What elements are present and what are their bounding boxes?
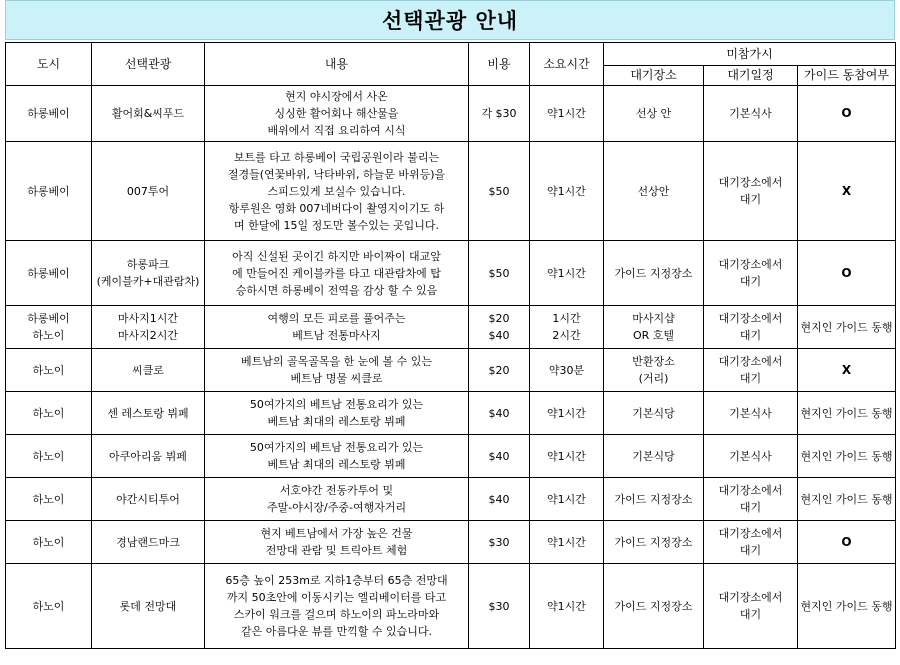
- tour-cell: 마사지1시간 마사지2시간: [92, 306, 205, 349]
- tour-cell: 경남랜드마크: [92, 521, 205, 564]
- wait-place-cell: 반환장소 (거리): [604, 349, 704, 392]
- cost-cell: $20 $40: [469, 306, 530, 349]
- city-cell: 하노이: [6, 392, 92, 435]
- duration-cell: 약1시간: [530, 86, 604, 142]
- duration-cell: 약1시간: [530, 435, 604, 478]
- duration-cell: 1시간 2시간: [530, 306, 604, 349]
- header-tour: 선택관광: [92, 43, 205, 86]
- table-row: [6, 392, 896, 435]
- content-cell: 50여가지의 베트남 전통요리가 있는 베트남 최대의 레스토랑 뷔페: [205, 392, 469, 435]
- header-wait-schedule: 대기일정: [704, 66, 798, 86]
- header-duration: 소요시간: [530, 43, 604, 86]
- content-cell: 아직 신설된 곳이긴 하지만 바이짜이 대교앞 에 만들어진 케이블카를 타고 대관람차에 탑 승하시면 하롱베이 전역을 감상 할 수 있음: [205, 241, 469, 306]
- wait-place-cell: 가이드 지정장소: [604, 521, 704, 564]
- wait-place-cell: 가이드 지정장소: [604, 478, 704, 521]
- wait-schedule-cell: 대기장소에서 대기: [704, 521, 798, 564]
- duration-cell: 약1시간: [530, 392, 604, 435]
- guide-cell: O: [798, 241, 896, 306]
- guide-cell: X: [798, 142, 896, 241]
- wait-schedule-cell: 대기장소에서 대기: [704, 241, 798, 306]
- wait-place-cell: 기본식당: [604, 392, 704, 435]
- tour-cell: 씨클로: [92, 349, 205, 392]
- content-cell: 50여가지의 베트남 전통요리가 있는 베트남 최대의 레스토랑 뷔페: [205, 435, 469, 478]
- content-cell: 현지 야시장에서 사온 싱싱한 활어회나 해산물을 배위에서 직접 요리하여 시식: [205, 86, 469, 142]
- tour-cell: 야간시티투어: [92, 478, 205, 521]
- header-wait-place: 대기장소: [604, 66, 704, 86]
- guide-cell: 현지인 가이드 동행: [798, 435, 896, 478]
- duration-cell: 약1시간: [530, 478, 604, 521]
- header-content: 내용: [205, 43, 469, 86]
- guide-cell: 현지인 가이드 동행: [798, 392, 896, 435]
- cost-cell: $30: [469, 564, 530, 649]
- wait-schedule-cell: 대기장소에서 대기: [704, 349, 798, 392]
- wait-schedule-cell: 대기장소에서 대기: [704, 306, 798, 349]
- guide-cell: 현지인 가이드 동행: [798, 478, 896, 521]
- city-cell: 하롱베이 하노이: [6, 306, 92, 349]
- cost-cell: $50: [469, 241, 530, 306]
- wait-place-cell: 마사지샵 OR 호텔: [604, 306, 704, 349]
- content-cell: 여행의 모든 피로를 풀어주는 베트남 전통마사지: [205, 306, 469, 349]
- optional-tour-table: [5, 42, 896, 649]
- guide-cell: O: [798, 86, 896, 142]
- tour-cell: 아쿠아리움 뷔페: [92, 435, 205, 478]
- header-non-participant: 미참가시: [604, 43, 896, 66]
- header-cost: 비용: [469, 43, 530, 86]
- wait-place-cell: 선상안: [604, 142, 704, 241]
- city-cell: 하노이: [6, 349, 92, 392]
- duration-cell: 약1시간: [530, 142, 604, 241]
- city-cell: 하노이: [6, 435, 92, 478]
- cost-cell: $50: [469, 142, 530, 241]
- cost-cell: 각 $30: [469, 86, 530, 142]
- table-row: [6, 435, 896, 478]
- guide-cell: O: [798, 521, 896, 564]
- wait-schedule-cell: 대기장소에서 대기: [704, 564, 798, 649]
- wait-schedule-cell: 기본식사: [704, 86, 798, 142]
- tour-cell: 하롱파크 (케이블카+대관람차): [92, 241, 205, 306]
- guide-cell: X: [798, 349, 896, 392]
- tour-cell: 센 레스토랑 뷔페: [92, 392, 205, 435]
- duration-cell: 약1시간: [530, 564, 604, 649]
- content-cell: 보트를 타고 하롱베이 국립공원이라 불리는 절경들(연꽃바위, 낙타바위, 하늘문 바위등)을 스피드있게 보실수 있습니다. 항루원은 영화 007네버다이 촬영지이기도 하 며 한달에 15일 정도만 볼수있는 곳입니다.: [205, 142, 469, 241]
- duration-cell: 약1시간: [530, 241, 604, 306]
- cost-cell: $20: [469, 349, 530, 392]
- wait-schedule-cell: 대기장소에서 대기: [704, 478, 798, 521]
- table-row: [6, 142, 896, 241]
- city-cell: 하롱베이: [6, 142, 92, 241]
- content-cell: 65층 높이 253m로 지하1층부터 65층 전망대 까지 50초안에 이동시키는 엘리베이터를 타고 스카이 워크를 걸으며 하노이의 파노라마와 같은 아름다운 뷰를 만끽할 수 있습니다.: [205, 564, 469, 649]
- table-row: [6, 241, 896, 306]
- table-row: [6, 564, 896, 649]
- wait-schedule-cell: 기본식사: [704, 392, 798, 435]
- table-row: [6, 86, 896, 142]
- cost-cell: $30: [469, 521, 530, 564]
- page-title: 선택관광 안내: [5, 0, 895, 40]
- table-row: [6, 306, 896, 349]
- city-cell: 하롱베이: [6, 241, 92, 306]
- wait-place-cell: 가이드 지정장소: [604, 564, 704, 649]
- cost-cell: $40: [469, 435, 530, 478]
- header-guide: 가이드 동참여부: [798, 66, 896, 86]
- cost-cell: $40: [469, 392, 530, 435]
- content-cell: 현지 베트남에서 가장 높은 건물 전망대 관람 및 트릭아트 체험: [205, 521, 469, 564]
- tour-cell: 롯데 전망대: [92, 564, 205, 649]
- cost-cell: $40: [469, 478, 530, 521]
- content-cell: 서호야간 전동카투어 및 주말-야시장/주중-여행자거리: [205, 478, 469, 521]
- guide-cell: 현지인 가이드 동행: [798, 306, 896, 349]
- wait-place-cell: 기본식당: [604, 435, 704, 478]
- wait-place-cell: 선상 안: [604, 86, 704, 142]
- guide-cell: 현지인 가이드 동행: [798, 564, 896, 649]
- tour-cell: 007투어: [92, 142, 205, 241]
- wait-schedule-cell: 대기장소에서 대기: [704, 142, 798, 241]
- duration-cell: 약1시간: [530, 521, 604, 564]
- city-cell: 하노이: [6, 564, 92, 649]
- header-city: 도시: [6, 43, 92, 86]
- tour-cell: 활어회&씨푸드: [92, 86, 205, 142]
- table-row: [6, 478, 896, 521]
- table-row: [6, 349, 896, 392]
- content-cell: 베트남의 골목골목을 한 눈에 볼 수 있는 베트남 명물 씨클로: [205, 349, 469, 392]
- city-cell: 하노이: [6, 478, 92, 521]
- wait-place-cell: 가이드 지정장소: [604, 241, 704, 306]
- wait-schedule-cell: 기본식사: [704, 435, 798, 478]
- city-cell: 하노이: [6, 521, 92, 564]
- city-cell: 하롱베이: [6, 86, 92, 142]
- duration-cell: 약30분: [530, 349, 604, 392]
- table-row: [6, 521, 896, 564]
